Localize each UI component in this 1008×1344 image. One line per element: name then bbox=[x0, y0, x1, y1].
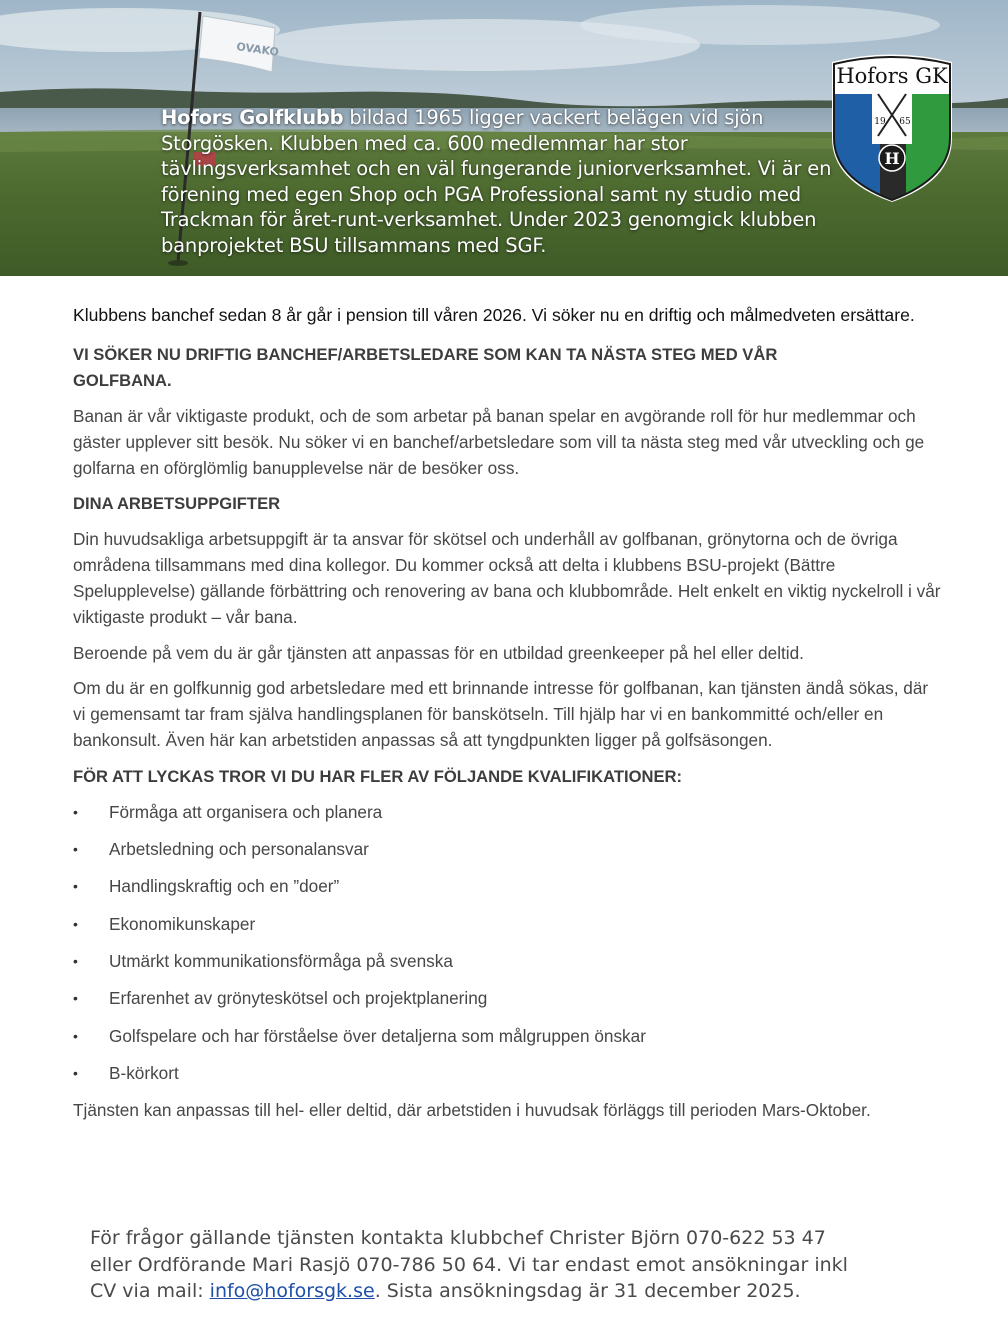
club-description bbox=[161, 105, 841, 259]
qualification-text: Förmåga att organisera och planera bbox=[109, 801, 383, 822]
list-item bbox=[73, 949, 943, 974]
contact-footer bbox=[90, 1225, 870, 1305]
tasks-heading: DINA ARBETSUPPGIFTER bbox=[73, 494, 281, 514]
bullet-icon: • bbox=[73, 878, 78, 895]
bullet-icon: • bbox=[73, 841, 78, 858]
intro-text: Klubbens banchef sedan 8 år går i pension till våren 2026. Vi söker nu en driftig och målmedveten ersättare. bbox=[73, 305, 915, 325]
list-item bbox=[73, 800, 943, 825]
qualification-text: Golfspelare och har förståelse över detaljerna som målgruppen önskar bbox=[109, 1025, 646, 1046]
bullet-icon: • bbox=[73, 1064, 78, 1081]
qualifications-list bbox=[73, 800, 943, 1086]
qualifications-heading: FÖR ATT LYCKAS TROR VI DU HAR FLER AV FÖLJANDE KVALIFIKATIONER: bbox=[73, 766, 683, 786]
bullet-icon: • bbox=[73, 1027, 78, 1044]
job-ad-body bbox=[73, 304, 943, 1134]
logo-name: Hofors GK bbox=[836, 64, 948, 88]
email-link[interactable]: info@hoforsgk.se bbox=[209, 1280, 375, 1302]
bullet-icon: • bbox=[73, 803, 78, 820]
hofors-gk-logo bbox=[828, 50, 956, 202]
tasks-paragraph: Beroende på vem du är går tjänsten att anpassas för en utbildad greenkeeper på hel eller deltid. bbox=[73, 642, 804, 663]
qualification-text: Handlingskraftig och en ”doer” bbox=[109, 876, 340, 897]
list-item bbox=[73, 1024, 943, 1049]
deadline-text: . Sista ansökningsdag är 31 december 2025. bbox=[374, 1280, 801, 1302]
qualification-text: Ekonomikunskaper bbox=[109, 913, 256, 934]
bullet-icon: • bbox=[73, 990, 78, 1007]
paragraph-role: Banan är vår viktigaste produkt, och de som arbetar på banan spelar en avgörande roll för hur medlemmar och gäster upplever sitt besök. Nu söker vi en banchef/arbetsledare som vill ta nästa steg med vår utveckling och ge golfarna en oförglömlig banupplevelse när de besöker oss. bbox=[73, 406, 925, 478]
flag-text: OVAKO bbox=[235, 40, 280, 59]
hero-banner bbox=[0, 0, 1008, 276]
list-item bbox=[73, 874, 943, 899]
tasks-paragraph: Om du är en golfkunnig god arbetsledare med ett brinnande intresse för golfbanan, kan tjänsten ändå sökas, där vi gemensamt tar fram själva handlingsplanen för banskötseln. Till hjälp har vi en bankommitté och/eller en bankonsult. Även här kan arbetstiden anpassas så att tyngdpunkten ligger på golfsäsongen. bbox=[73, 678, 929, 750]
logo-year-right: 65 bbox=[899, 117, 911, 127]
qualification-text: Utmärkt kommunikationsförmåga på svenska bbox=[109, 950, 453, 971]
qualification-text: Erfarenhet av grönyteskötsel och projektplanering bbox=[109, 988, 488, 1009]
list-item bbox=[73, 986, 943, 1011]
club-name: Hofors Golfklubb bbox=[161, 106, 344, 129]
logo-year-left: 19 bbox=[874, 117, 886, 127]
contact-text: För frågor gällande tjänsten kontakta klubbchef Christer Björn 070-622 53 47 eller Ordförande Mari Rasjö 070-786 50 64. Vi tar endast emot ansökningar inkl CV via mail: bbox=[90, 1227, 848, 1302]
bullet-icon: • bbox=[73, 915, 78, 932]
closing-text: Tjänsten kan anpassas till hel- eller deltid, där arbetstiden i huvudsak förläggs till perioden Mars-Oktober. bbox=[73, 1100, 871, 1121]
qualification-text: Arbetsledning och personalansvar bbox=[109, 839, 369, 860]
club-description-text: bildad 1965 ligger vackert belägen vid sjön Storgösken. Klubben med ca. 600 medlemmar har stor tävlingsverksamhet och en väl fungerande juniorverksamhet. Vi är en förening med egen Shop och PGA Professional samt ny studio med Trackman för året-runt-verksamhet. Under 2023 genomgick klubben banprojektet BSU tillsammans med SGF. bbox=[161, 106, 832, 257]
list-item bbox=[73, 912, 943, 937]
qualification-text: B-körkort bbox=[109, 1062, 179, 1083]
bullet-icon: • bbox=[73, 952, 78, 969]
list-item bbox=[73, 837, 943, 862]
headline: VI SÖKER NU DRIFTIG BANCHEF/ARBETSLEDARE SOM KAN TA NÄSTA STEG MED VÅR GOLFBANA. bbox=[73, 345, 778, 390]
tasks-paragraph: Din huvudsakliga arbetsuppgift är ta ansvar för skötsel och underhåll av golfbanan, grönytorna och de övriga områdena tillsammans med dina kollegor. Du kommer också att delta i klubbens BSU-projekt (Bättre Spelupplevelse) gällande förbättring och renovering av bana och klubbområde. Helt enkelt en viktig nyckelroll i vår viktigaste produkt – vår bana. bbox=[73, 529, 941, 627]
list-item bbox=[73, 1061, 943, 1086]
logo-monogram: H bbox=[884, 149, 900, 168]
